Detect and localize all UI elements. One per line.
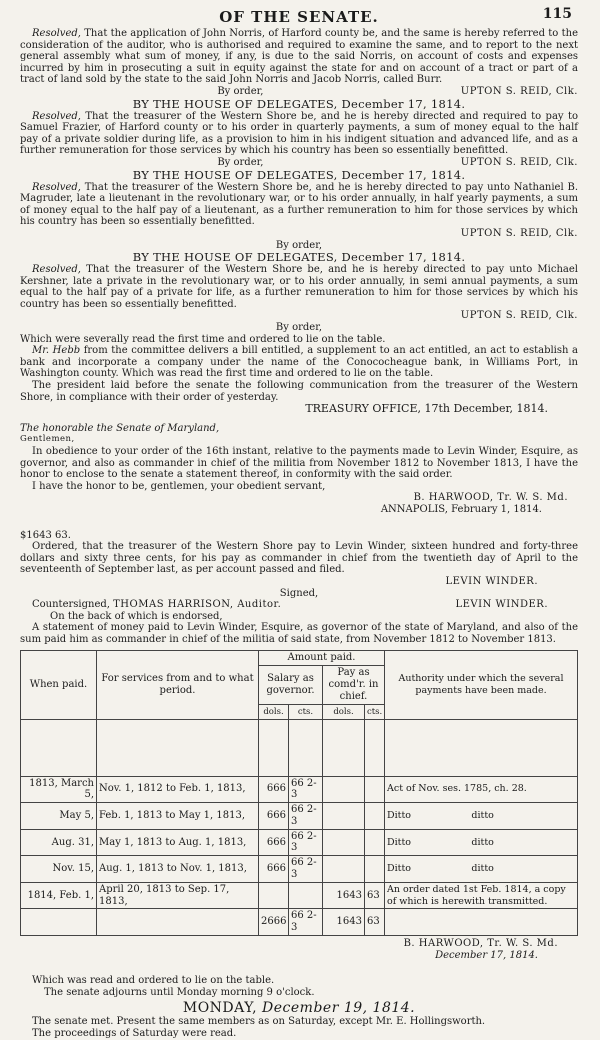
- member-name: Mr. Hebb: [32, 345, 81, 357]
- countersign-line: [20, 599, 578, 611]
- by-order: By order,: [275, 322, 323, 334]
- clerk-signature: UPTON S. REID, Clk.: [460, 156, 578, 168]
- table-header-row: [21, 650, 578, 665]
- resolution-norris: [20, 28, 578, 86]
- house-heading: BY THE HOUSE OF DELEGATES, December 17, 1814.: [132, 250, 466, 265]
- cell-salary-dols: 666: [259, 856, 289, 883]
- payments-table: [20, 650, 578, 937]
- cell-when: Aug. 31,: [21, 829, 97, 856]
- warrant-amount: $1643 63.: [20, 529, 71, 541]
- cell-pay-cts: [365, 776, 385, 803]
- total-pay-dols: 1643: [323, 909, 365, 936]
- cell-when: Nov. 15,: [21, 856, 97, 883]
- col-amount-paid: Amount paid.: [259, 650, 385, 665]
- cell-when: May 5,: [21, 803, 97, 830]
- cell-pay-cts: [365, 856, 385, 883]
- proceedings-read: The proceedings of Saturday were read.: [32, 1028, 237, 1040]
- cell-pay-dols: [323, 829, 365, 856]
- letter-closing: I have the honor to be, gentlemen, your obedient servant,: [32, 480, 326, 492]
- col-dols: dols.: [259, 704, 289, 719]
- total-salary-dols: 2666: [259, 909, 289, 936]
- col-cts: cts.: [289, 704, 323, 719]
- resolution-kershner: [20, 264, 578, 310]
- letter-gentlemen: Gentlemen,: [20, 434, 75, 445]
- letter-body: In obedience to your order of the 16th instant, relative to the payments made to Levin Winder, Esquire, as governor, and also as commander in chief of the militia from November 1812 to November 1813, I have the honor to enclose to the senate a statement thereof, in conformity with the said order.: [20, 446, 578, 481]
- cell-period: Aug. 1, 1813 to Nov. 1, 1813,: [97, 856, 259, 883]
- col-cts: cts.: [365, 704, 385, 719]
- cell-when: 1813, March 5,: [21, 776, 97, 803]
- resolution-magruder: [20, 182, 578, 228]
- warrant-signed: Signed,: [279, 587, 319, 599]
- resolution-text: That the treasurer of the Western Shore be, and he is hereby directed to pay unto Nathaniel B. Magruder, late a lieutenant in the revolutionary war, or to his order annually, in half yearly payments, a sum of money equal to the half pay of a lieutenant, as a further remuneration to him for those services by which his country has been so essentially benefitted.: [20, 181, 578, 228]
- cell-pay-cts: 63: [365, 882, 385, 909]
- order-line: [20, 157, 578, 169]
- total-salary-cts: 66 2-3: [289, 909, 323, 936]
- cell-period: May 1, 1813 to Aug. 1, 1813,: [97, 829, 259, 856]
- cell-authority: Act of Nov. ses. 1785, ch. 28.: [385, 776, 578, 803]
- cell-pay-cts: [365, 803, 385, 830]
- resolution-text: That the application of John Norris, of Harford county be, and the same is hereby referred to the consideration of the auditor, who is authorised and required to examine the same, and to report to the next general assembly what sum of money, if any, is due to the said Norris, on account of costs and expenses incurred by him in prosecuting a suit in equity against the state for and on account of a tract or part of a tract of land sold by the state to the said John Norris and Jacob Norris, called Burr.: [20, 28, 578, 86]
- table-total-row: [21, 909, 578, 936]
- cell-period: April 20, 1813 to Sep. 17, 1813,: [97, 882, 259, 909]
- page-title: OF THE SENATE.: [219, 8, 379, 26]
- table-row: [21, 856, 578, 883]
- warrant-order: Ordered, that the treasurer of the Western Shore pay to Levin Winder, sixteen hundred and forty-three dollars and sixty three cents, for his pay as commander in chief from the twentieth day of April to the seventeenth of September last, as per account passed and filed.: [20, 541, 578, 576]
- col-authority: Authority under which the several payments have been made.: [385, 650, 578, 719]
- letter-salutation: The honorable the Senate of Maryland,: [20, 422, 220, 434]
- page-header: [20, 6, 578, 28]
- by-order: By order,: [275, 239, 323, 251]
- senate-met: The senate met. Present the same members as on Saturday, except Mr. E. Hollingsworth.: [32, 1016, 486, 1028]
- cell-pay-dols: [323, 803, 365, 830]
- table-row: [21, 803, 578, 830]
- resolved-word: Resolved,: [32, 28, 81, 39]
- cell-when: 1814, Feb. 1,: [21, 882, 97, 909]
- table-signer-date: December 17, 1814.: [435, 949, 538, 961]
- clerk-signature: UPTON S. REID, Clk.: [460, 85, 578, 97]
- letter-signer: B. HARWOOD, Tr. W. S. Md.: [413, 492, 568, 504]
- cell-salary-cts: 66 2-3: [289, 776, 323, 803]
- cell-salary-dols: 666: [259, 829, 289, 856]
- total-pay-cts: 63: [365, 909, 385, 936]
- clerk-signature: UPTON S. REID, Clk.: [460, 227, 578, 239]
- president-communication: The president laid before the senate the following communication from the treasurer of the Western Shore, in compliance with their order of yesterday.: [20, 380, 578, 403]
- read-notice: Which were severally read the first time and ordered to lie on the table.: [20, 333, 386, 345]
- house-heading: BY THE HOUSE OF DELEGATES, December 17, 1814.: [132, 167, 466, 182]
- col-pay: Pay as comd'r. in chief.: [323, 665, 385, 704]
- cell-salary-cts: [289, 882, 323, 909]
- statement-intro: A statement of money paid to Levin Winder, Esquire, as governor of the state of Maryland, and also of the sum paid him as commander in chief of the militia of said state, from November 1812 to November 1813.: [20, 622, 578, 645]
- cell-authority: Ditto ditto: [385, 803, 578, 830]
- resolution-text: That the treasurer of the Western Shore be, and he is hereby directed to pay unto Michael Kershner, late a private in the revolutionary war, or to his order annually, in semi annual payments, a sum equal to the half pay of a private for life, as a further remuneration to him for those services by which his country has been so essentially benefitted.: [20, 264, 578, 310]
- resolution-text: That the treasurer of the Western Shore be, and he is hereby directed and required to pay to Samuel Frazier, of Harford county or to his order in quarterly payments, a sum of money equal to the half pay of a private soldier during life, as a provision to him in his indigent situation and advanced life, and as a further remuneration for those services by which his country has been so essentially benefitted.: [20, 110, 578, 157]
- hebb-bill: [20, 345, 578, 380]
- read-notice: Which was read and ordered to lie on the table.: [32, 975, 275, 987]
- resolved-word: Resolved,: [32, 181, 81, 193]
- cell-salary-cts: 66 2-3: [289, 803, 323, 830]
- cell-authority: Ditto ditto: [385, 856, 578, 883]
- cell-pay-dols: [323, 856, 365, 883]
- cell-period: Nov. 1, 1812 to Feb. 1, 1813,: [97, 776, 259, 803]
- house-heading: BY THE HOUSE OF DELEGATES, December 17, 1814.: [132, 96, 466, 111]
- resolved-word: Resolved,: [32, 110, 81, 122]
- countersigned-name: THOMAS HARRISON, Auditor.: [113, 599, 282, 611]
- monday-day: MONDAY,: [182, 1000, 258, 1017]
- letter-dateline: TREASURY OFFICE, 17th December, 1814.: [305, 402, 548, 416]
- cell-period: Feb. 1, 1813 to May 1, 1813,: [97, 803, 259, 830]
- monday-heading: [20, 1000, 578, 1016]
- cell-authority: Ditto ditto: [385, 829, 578, 856]
- cell-pay-dols: [323, 776, 365, 803]
- table-row: [21, 776, 578, 803]
- table-spacer-row: [21, 719, 578, 776]
- table-row: [21, 829, 578, 856]
- cell-salary-cts: 66 2-3: [289, 829, 323, 856]
- countersigned-label: Countersigned,: [32, 599, 110, 611]
- warrant-payee-2: LEVIN WINDER.: [455, 599, 548, 611]
- by-order: By order,: [217, 85, 264, 97]
- cell-salary-dols: 666: [259, 776, 289, 803]
- cell-salary-cts: 66 2-3: [289, 856, 323, 883]
- bill-text: from the committee delivers a bill entitled, a supplement to an act entitled, an act to establish a bank and incorporate a company under the name of the Conococheague bank, in Williams Port, in Washington county. Which was read the first time and ordered to lie on the table.: [20, 345, 578, 380]
- adjourn-notice: The senate adjourns until Monday morning 9 o'clock.: [44, 986, 315, 998]
- monday-date: December 19, 1814.: [262, 1000, 416, 1017]
- page-number: 115: [542, 6, 572, 22]
- col-services: For services from and to what period.: [97, 650, 259, 719]
- table-signer: B. HARWOOD, Tr. W. S. Md.: [403, 938, 558, 950]
- clerk-signature: UPTON S. REID, Clk.: [460, 310, 578, 322]
- order-line: [20, 86, 578, 98]
- resolution-frazier: [20, 111, 578, 157]
- endorsed-line: On the back of which is endorsed,: [50, 610, 223, 622]
- table-row: [21, 882, 578, 909]
- cell-pay-cts: [365, 829, 385, 856]
- cell-salary-dols: 666: [259, 803, 289, 830]
- letter-place-date: ANNAPOLIS, February 1, 1814.: [380, 503, 542, 515]
- resolved-word: Resolved,: [32, 264, 81, 276]
- col-salary: Salary as governor.: [259, 665, 323, 704]
- cell-pay-dols: 1643: [323, 882, 365, 909]
- warrant-payee: LEVIN WINDER.: [445, 575, 538, 587]
- by-order: By order,: [217, 156, 264, 168]
- col-dols: dols.: [323, 704, 365, 719]
- cell-salary-dols: [259, 882, 289, 909]
- col-when-paid: When paid.: [21, 650, 97, 719]
- cell-authority: An order dated 1st Feb. 1814, a copy of which is herewith transmitted.: [385, 882, 578, 909]
